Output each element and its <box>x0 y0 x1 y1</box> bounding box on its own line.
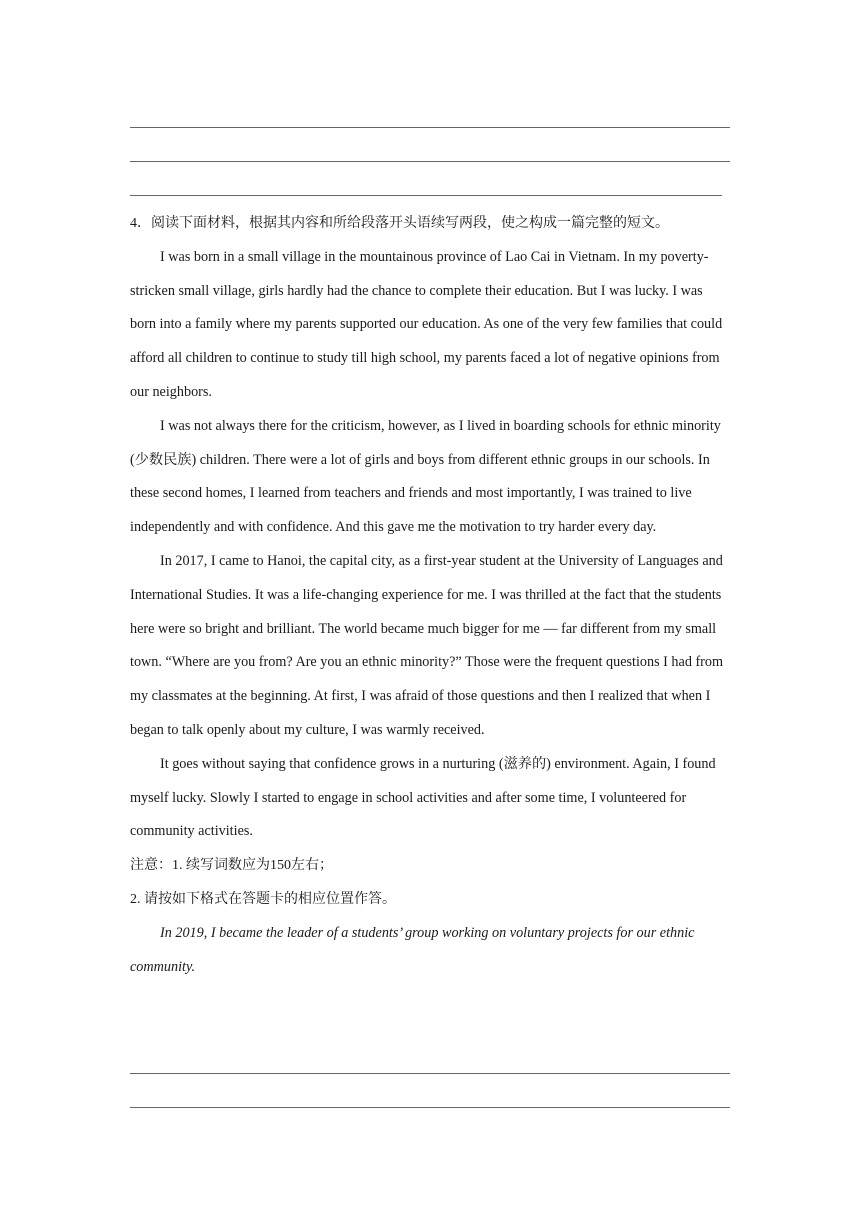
question-heading: 4．阅读下面材料，根据其内容和所给段落开头语续写两段，使之构成一篇完整的短文。 <box>130 216 669 231</box>
note-line-2: 2. 请按如下格式在答题卡的相应位置作答。 <box>130 891 396 907</box>
continuation-opener: In 2019, I became the leader of a students’ group working on voluntary projects for our ethnic community. <box>130 924 695 975</box>
passage-paragraph-4: It goes without saying that confidence grows in a nurturing (滋养的) environment. Again, I found myself lucky. Slowly I started to engage in school activities and after some time, I volunteered for community activities. <box>130 755 716 840</box>
passage-paragraph-2: I was not always there for the criticism, however, as I lived in boarding schools for ethnic minority (少数民族) children. There were a lot of girls and boys from different ethnic groups in our schools. In these second homes, I learned from teachers and friends and most importantly, I was trained to live independently and with confidence. And this gave me the motivation to try harder every day. <box>130 417 721 536</box>
answer-line <box>130 1107 730 1108</box>
answer-line <box>130 195 722 196</box>
note-line-1: 注意：1. 续写词数应为150左右； <box>130 858 333 874</box>
passage-paragraph-3: In 2017, I came to Hanoi, the capital city, as a first-year student at the University of Languages and International Studies. It was a life-changing experience for me. I was thrilled at the fact that the students here were so bright and brilliant. The world became much bigger for me — far different from my small town. “Where are you from? Are you an ethnic minority?” Those were the frequent questions I had from my classmates at the beginning. At first, I was afraid of those questions and then I realized that when I began to talk openly about my culture, I was warmly received. <box>130 552 724 738</box>
question-4-block <box>130 207 730 984</box>
answer-line <box>130 161 730 162</box>
passage-paragraph-1: I was born in a small village in the mountainous province of Lao Cai in Vietnam. In my poverty-stricken small village, girls hardly had the chance to complete their education. But I was lucky. I was born into a family where my parents supported our education. As one of the very few families that could afford all children to continue to study till high school, my parents faced a lot of negative opinions from our neighbors. <box>130 248 723 400</box>
answer-line <box>130 1073 730 1074</box>
answer-line <box>130 127 730 128</box>
